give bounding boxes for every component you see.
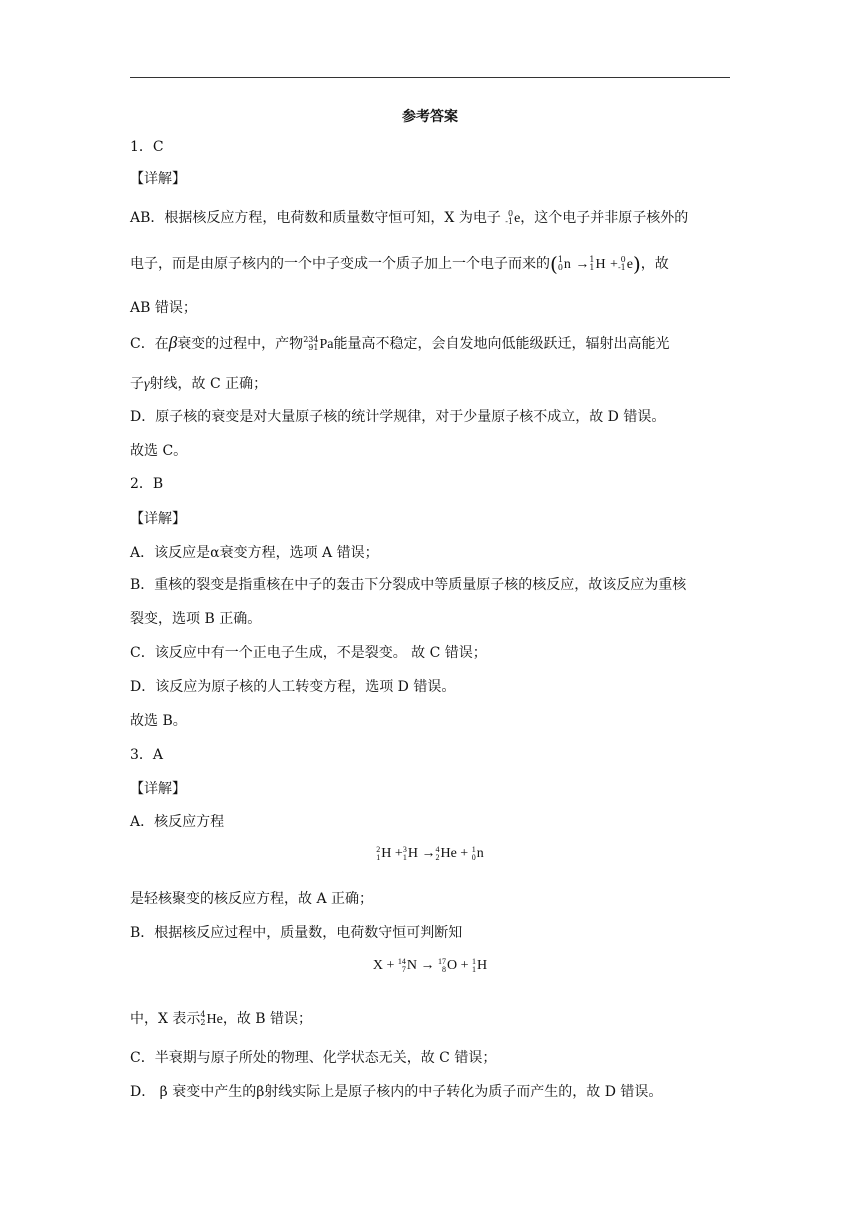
q3-b-line: B．根据核反应过程中，质量数，电荷数守恒可判断知 [130,925,463,941]
q3-b-after: 中，X 表示 4 2 He，故 B 错误； [130,1010,313,1027]
q2-b-line1: B．重核的裂变是指重核在中子的轰击下分裂成中等质量原子核的核反应，故该反应为重核 [130,577,687,593]
header-rule [130,77,730,78]
page-title: 参考答案 [402,109,458,125]
q1-detail-label: 【详解】 [130,171,186,187]
q3-c-line: C．半衰期与原子所处的物理、化学状态无关，故 C 错误； [130,1050,497,1066]
q1-ab-line2: 电子，而是由原子核内的一个中子变成一个质子加上一个电子而来的( 1 0 n → 1 1 H + 0 -1 e)，故 [130,252,669,276]
q1-ab-line3: AB 错误； [130,300,197,316]
q2-conclusion: 故选 B。 [130,713,187,729]
q3-a-line: A．核反应方程 [130,814,225,830]
q2-a-line: A．该反应是α衰变方程，选项 A 错误； [130,545,379,561]
q2-d-line: D．该反应为原子核的人工转变方程，选项 D 错误。 [130,679,456,695]
q1-conclusion: 故选 C。 [130,443,188,459]
q3-d-line: D． β 衰变中产生的β射线实际上是原子核内的中子转化为质子而产生的，故 D 错误。 [130,1084,663,1100]
q2-b-line2: 裂变，选项 B 正确。 [130,611,262,627]
fusion-equation: 2 1 H + 3 1 H → 4 2 He + 1 0 n [376,845,484,862]
transmutation-equation: X + 14 7 N → 17 8 O + 1 1 H [372,957,488,974]
q3-detail-label: 【详解】 [130,781,186,797]
q1-heading: 1．C [130,139,164,155]
q1-c-line2: 子γ射线，故 C 正确； [130,376,268,392]
q2-c-line: C．该反应中有一个正电子生成，不是裂变。 故 C 错误； [130,645,487,661]
q3-a-after: 是轻核聚变的核反应方程，故 A 正确； [130,891,374,907]
pa-nuclide: 234 91 [303,335,319,352]
q1-d-line: D．原子核的衰变是对大量原子核的统计学规律，对于少量原子核不成立，故 D 错误。 [130,409,666,425]
q2-detail-label: 【详解】 [130,511,186,527]
q1-ab-line1: AB．根据核反应方程，电荷数和质量数守恒可知，X 为电子 0 -1 e，这个电子并非原子核外的 [130,209,689,226]
q3-heading: 3．A [130,747,164,763]
q2-heading: 2．B [130,476,164,492]
q1-c-line1: C．在β衰变的过程中，产物 234 91 Pa能量高不稳定，会自发地向低能级跃迁，辐射出高能光 [130,333,670,352]
electron-nuclide: 0 -1 [505,209,514,226]
